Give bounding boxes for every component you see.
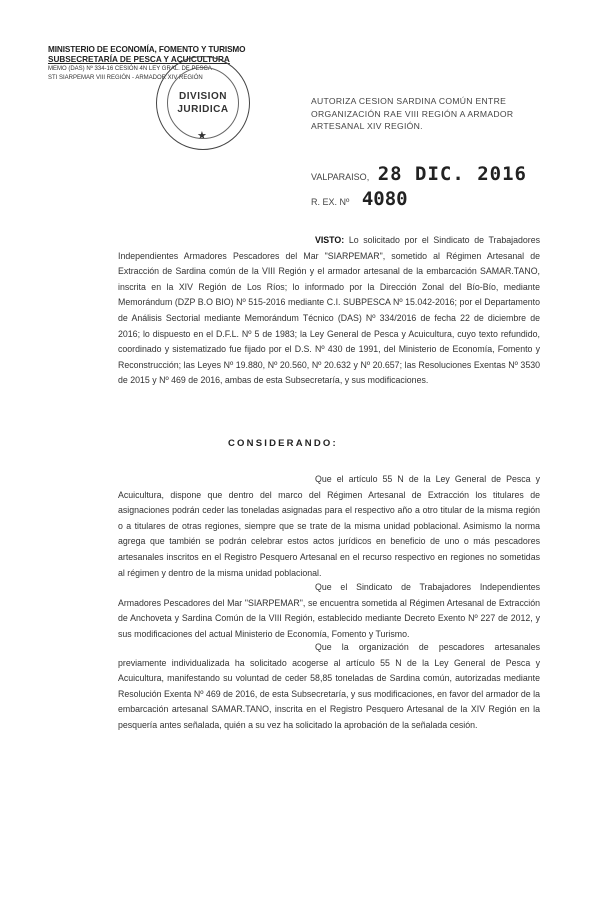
seal-line-1: DIVISION <box>179 91 227 102</box>
visto-heading: VISTO: <box>315 235 345 245</box>
subsecretaria-name: SUBSECRETARÍA DE PESCA Y ACUICULTURA <box>48 55 230 64</box>
title-line: ARTESANAL XIV REGIÓN. <box>311 121 423 131</box>
considerando-paragraph-1: Que el artículo 55 N de la Ley General de Pesca y Acuicultura, dispone que dentro del marco del Régimen Artesanal de Extracción los titulares de asignaciones podrán ceder las toneladas asignadas para el respectivo año a otro titular de la misma región o a titulares de otras regiones, siempre que se trate de la misma unidad poblacional. Asimismo la norma agrega que también se podrán celebrar estos actos jurídicos en beneficio de uno o más pescadores artesanales inscritos en el Registro Pesquero Artesanal en el recurso respectivo en regiones no sometidas al régimen y dentro de la misma unidad poblacional. <box>118 474 540 578</box>
considerando-heading: CONSIDERANDO: <box>228 438 338 449</box>
considerando-paragraph-2: Que el Sindicato de Trabajadores Independientes Armadores Pescadores del Mar "SIARPEMAR", se encuentra sometida al Régimen Artesanal de Extracción de Anchoveta y Sardina Común de la VIII Región, establecido mediante Decreto Exento Nº 227 de 2012, y sus modificaciones del actual Ministerio de Economía, Fomento y Turismo. <box>118 582 540 639</box>
resolution-number-line <box>311 188 408 210</box>
seal-line-2: JURIDICA <box>177 104 229 115</box>
visto-text: Lo solicitado por el Sindicato de Trabajadores Independientes Armadores Pescadores del Mar "SIARPEMAR", sometido al Régimen Artesanal de Extracción de Sardina común de la VIII Región y el armador artesanal de la embarcación SAMAR.TANO, inscrita en la XIV Región de Los Ríos; lo informado por la Dirección Zonal del Bío-Bío, mediante Memorándum (DZP B.O BIO) Nº 515-2016 mediante C.I. SUBPESCA Nº 15.042-2016; por el Departamento de Análisis Sectorial mediante Memorándum Técnico (DAS) Nº 334/2016 de fecha 22 de diciembre de 2016; lo dispuesto en el D.F.L. Nº 5 de 1983; la Ley General de Pesca y Acuicultura, cuyo texto refundido, coordinado y sistematizado fue fijado por el D.S. Nº 430 de 1991, del Ministerio de Economía, Fomento y Reconstrucción; las Leyes Nº 19.880, Nº 20.560, Nº 20.632 y Nº 20.657; las Resoluciones Exentas Nº 3530 de 2015 y Nº 469 de 2016, ambas de esta Subsecretaría, y sus modificaciones. <box>118 235 540 386</box>
date-place: VALPARAISO, <box>311 172 370 182</box>
date-stamp: 28 DIC. 2016 <box>377 163 527 185</box>
memo-reference-line-1: MEMO (DAS) Nº 334-16 CESIÓN 4N LEY GRAL. DE PESCA <box>48 66 212 72</box>
seal-star-icon: ★ <box>197 130 207 142</box>
ministry-name: MINISTERIO DE ECONOMÍA, FOMENTO Y TURISMO <box>48 45 246 54</box>
considerando-paragraph-3: Que la organización de pescadores artesanales previamente individualizada ha solicitado acogerse al artículo 55 N de la Ley General de Pesca y Acuicultura, manifestando su voluntad de ceder 58,85 toneladas de Sardina común, autorizadas mediante Resolución Exenta Nº 469 de 2016, de esta Subsecretaría, y sus modificaciones, en favor del armador de la embarcación artesanal SAMAR.TANO, inscrita en el Registro Pesquero Artesanal de la XIV Región en la pesquería antes señalada, quién a su vez ha solicitado la aprobación de la señalada cesión. <box>118 642 540 730</box>
visto-paragraph <box>118 233 540 389</box>
memo-reference-line-2: STI SIARPEMAR VIII REGIÓN - ARMADOR XIV REGIÓN <box>48 75 203 81</box>
title-line: AUTORIZA CESION SARDINA COMÚN ENTRE <box>311 96 507 106</box>
date-line <box>311 163 527 185</box>
document-title <box>311 95 561 133</box>
title-line: ORGANIZACIÓN RAE VIII REGIÓN A ARMADOR <box>311 108 514 119</box>
resolution-label: R. EX. Nº <box>311 197 350 207</box>
resolution-number: 4080 <box>361 188 408 210</box>
division-juridica-seal <box>156 56 250 150</box>
